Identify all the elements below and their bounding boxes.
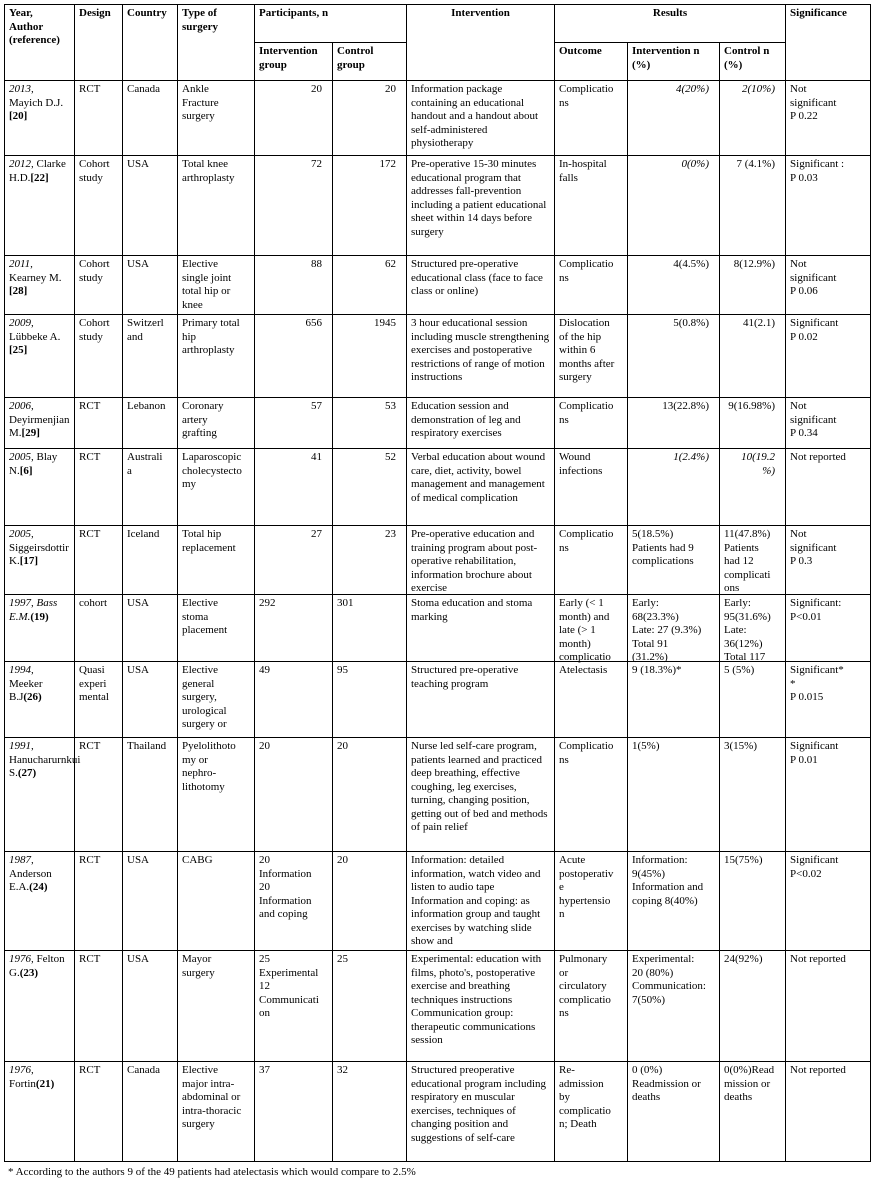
cell-year-author — [5, 256, 75, 315]
cell-intervention-n: 57 — [255, 398, 333, 449]
cell-design: cohort — [75, 595, 123, 662]
cell-significance: Not significant P 0.34 — [786, 398, 871, 449]
cell-intervention-result: 9 (18.3%)* — [628, 662, 720, 738]
cell-intervention-result: 13(22.8%) — [628, 398, 720, 449]
study-author: Fortin — [9, 1077, 36, 1090]
header-surgery: Type of surgery — [178, 5, 255, 81]
cell-year-author — [5, 526, 75, 595]
cell-intervention-result: 4(20%) — [628, 81, 720, 156]
table-row — [5, 156, 871, 256]
cell-control-n: 95 — [333, 662, 407, 738]
study-author: Siggeirsdottir K. — [9, 541, 69, 567]
cell-intervention-result: 1(5%) — [628, 738, 720, 852]
header-control-n: Control n (%) — [720, 43, 786, 81]
cell-design: RCT — [75, 951, 123, 1062]
study-year: 2005, — [9, 451, 34, 463]
cell-outcome: Acute postoperativ e hypertensio n — [555, 852, 628, 951]
cell-intervention-result: 1(2.4%) — [628, 449, 720, 526]
cell-intervention: 3 hour educational session including muscle strengthening exercises and postoperative restrictions of range of motion instructions — [407, 315, 555, 398]
cell-outcome: Atelectasis — [555, 662, 628, 738]
study-year: 1976, — [9, 953, 34, 965]
cell-outcome: In-hospital falls — [555, 156, 628, 256]
cell-control-n: 20 — [333, 81, 407, 156]
cell-country: USA — [123, 951, 178, 1062]
cell-significance: Significant* * P 0.015 — [786, 662, 871, 738]
cell-surgery: Total hip replacement — [178, 526, 255, 595]
header-intervention-group: Intervention group — [255, 43, 333, 81]
cell-surgery: Elective major intra- abdominal or intra-thoracic surgery — [178, 1062, 255, 1162]
study-reference: (26) — [23, 691, 42, 703]
cell-intervention-n: 88 — [255, 256, 333, 315]
cell-surgery: Laparoscopic cholecystecto my — [178, 449, 255, 526]
cell-control-result: 5 (5%) — [720, 662, 786, 738]
study-author: Bass E.M. — [9, 597, 58, 623]
cell-intervention-result: 5(18.5%) Patients had 9 complications — [628, 526, 720, 595]
cell-design: Quasi experi mental — [75, 662, 123, 738]
cell-control-result: 9(16.98%) — [720, 398, 786, 449]
cell-outcome: Early (< 1 month) and late (> 1 month) complicatio — [555, 595, 628, 662]
cell-surgery: CABG — [178, 852, 255, 951]
cell-surgery: Coronary artery grafting — [178, 398, 255, 449]
header-significance: Significance — [786, 5, 871, 81]
table-row — [5, 738, 871, 852]
cell-design: RCT — [75, 738, 123, 852]
cell-intervention-n: 20 — [255, 81, 333, 156]
cell-significance: Not reported — [786, 449, 871, 526]
cell-design: Cohort study — [75, 156, 123, 256]
cell-surgery: Ankle Fracture surgery — [178, 81, 255, 156]
study-reference: [6] — [19, 464, 33, 477]
study-year: 1976, — [9, 1064, 34, 1076]
cell-intervention-n: 72 — [255, 156, 333, 256]
cell-surgery: Mayor surgery — [178, 951, 255, 1062]
cell-intervention: Education session and demonstration of leg and respiratory exercises — [407, 398, 555, 449]
cell-outcome: Complicatio ns — [555, 398, 628, 449]
cell-design: RCT — [75, 398, 123, 449]
cell-control-n: 301 — [333, 595, 407, 662]
study-author: Deyirmenjian M. — [9, 413, 70, 439]
cell-control-result: 7 (4.1%) — [720, 156, 786, 256]
study-author: Meeker B.J — [9, 677, 43, 703]
cell-intervention: Verbal education about wound care, diet, activity, bowel management and management of medical complication — [407, 449, 555, 526]
cell-design: RCT — [75, 449, 123, 526]
study-reference: [20] — [9, 110, 28, 122]
cell-intervention: Pre-operative 15-30 minutes educational program that addresses fall-prevention including a patient educational sheet within 14 days before surgery — [407, 156, 555, 256]
cell-intervention: Pre-operative education and training program about post-operative rehabilitation, information brochure about exercise — [407, 526, 555, 595]
cell-year-author — [5, 738, 81, 852]
cell-significance: Significant P 0.02 — [786, 315, 871, 398]
cell-intervention-n: 49 — [255, 662, 333, 738]
cell-control-n: 172 — [333, 156, 407, 256]
table-row — [5, 81, 871, 156]
cell-country: USA — [123, 595, 178, 662]
cell-outcome: Pulmonary or circulatory complicatio ns — [555, 951, 628, 1062]
cell-intervention: Structured preoperative educational program including respiratory en muscular exercises, techniques of changing position and suggestions of self-care — [407, 1062, 555, 1162]
cell-country: USA — [123, 852, 178, 951]
cell-significance: Significant P<0.02 — [786, 852, 871, 951]
cell-country: Australi a — [123, 449, 178, 526]
cell-significance: Not significant P 0.3 — [786, 526, 871, 595]
table-row — [5, 315, 871, 398]
cell-control-n: 1945 — [333, 315, 407, 398]
cell-control-n: 20 — [333, 738, 407, 852]
cell-control-n: 25 — [333, 951, 407, 1062]
cell-control-result: Early: 95(31.6%) Late: 36(12%) Total 117 — [720, 595, 786, 662]
cell-intervention-n: 25 Experimental 12 Communicati on — [255, 951, 333, 1062]
header-outcome: Outcome — [555, 43, 628, 81]
study-year: 2006, — [9, 400, 34, 412]
study-year: 2013, — [9, 83, 34, 95]
study-year: 2012, — [9, 158, 34, 170]
cell-control-n: 52 — [333, 449, 407, 526]
cell-control-result: 3(15%) — [720, 738, 786, 852]
cell-design: RCT — [75, 1062, 123, 1162]
cell-significance: Not reported — [786, 951, 871, 1062]
study-author: Kearney M. — [9, 271, 62, 284]
cell-control-n: 20 — [333, 852, 407, 951]
study-reference: [25] — [9, 344, 28, 356]
cell-outcome: Complicatio ns — [555, 526, 628, 595]
cell-control-n: 53 — [333, 398, 407, 449]
cell-intervention: Information package containing an educational handout and a handout about self-administered physiotherapy — [407, 81, 555, 156]
cell-country: USA — [123, 256, 178, 315]
study-author: Lübbeke A. — [9, 330, 61, 343]
study-year: 1994, — [9, 664, 34, 676]
cell-design: RCT — [75, 852, 123, 951]
cell-significance: Not significant P 0.22 — [786, 81, 871, 156]
study-reference: (23) — [19, 966, 39, 979]
cell-intervention-n: 656 — [255, 315, 333, 398]
study-year: 1991, — [9, 740, 34, 752]
table-row — [5, 662, 871, 738]
header-results: Results — [555, 5, 786, 43]
cell-outcome: Complicatio ns — [555, 81, 628, 156]
cell-control-result: 0(0%)Read mission or deaths — [720, 1062, 786, 1162]
study-year: 1997, — [9, 597, 34, 609]
cell-outcome: Complicatio ns — [555, 256, 628, 315]
cell-control-result: 8(12.9%) — [720, 256, 786, 315]
cell-intervention-result: Information: 9(45%) Information and coping 8(40%) — [628, 852, 720, 951]
study-author: Hanucharurnkui S. — [9, 753, 81, 779]
cell-surgery: Total knee arthroplasty — [178, 156, 255, 256]
study-year: 2005, — [9, 528, 34, 540]
cell-intervention: Structured pre-operative teaching program — [407, 662, 555, 738]
cell-outcome: Dislocation of the hip within 6 months after surgery — [555, 315, 628, 398]
table-row — [5, 595, 871, 662]
cell-intervention-n: 292 — [255, 595, 333, 662]
cell-intervention-result: 5(0.8%) — [628, 315, 720, 398]
cell-surgery: Primary total hip arthroplasty — [178, 315, 255, 398]
cell-surgery: Elective general surgery, urological surgery or — [178, 662, 255, 738]
study-reference: (24) — [29, 881, 48, 893]
cell-significance: Significant : P 0.03 — [786, 156, 871, 256]
cell-intervention-result: Early: 68(23.3%) Late: 27 (9.3%) Total 91 (31.2%) — [628, 595, 720, 662]
table-row — [5, 1062, 871, 1162]
table-row — [5, 852, 871, 951]
cell-year-author — [5, 662, 75, 738]
table-row — [5, 526, 871, 595]
studies-table — [4, 4, 871, 1162]
cell-country: Switzerl and — [123, 315, 178, 398]
table-footnote: * According to the authors 9 of the 49 patients had atelectasis which would compare to 2.5% — [8, 1166, 416, 1178]
cell-year-author — [5, 81, 75, 156]
cell-surgery: Pyelolithoto my or nephro- lithotomy — [178, 738, 255, 852]
cell-intervention: Nurse led self-care program, patients learned and practiced deep breathing, effective coughing, leg exercises, turning, changing position, getting out of bed and methods of pain relief — [407, 738, 555, 852]
header-design: Design — [75, 5, 123, 81]
study-author: Clarke H.D. — [9, 158, 66, 184]
table-row — [5, 398, 871, 449]
header-year-author: Year, Author (reference) — [5, 5, 75, 81]
cell-design: RCT — [75, 81, 123, 156]
cell-design: Cohort study — [75, 315, 123, 398]
header-intervention: Intervention — [407, 5, 555, 81]
study-author: Blay N. — [9, 451, 58, 477]
cell-country: USA — [123, 662, 178, 738]
cell-control-result: 2(10%) — [720, 81, 786, 156]
study-year: 2009, — [9, 317, 34, 329]
cell-intervention-n: 20 — [255, 738, 333, 852]
cell-surgery: Elective single joint total hip or knee — [178, 256, 255, 315]
table-row — [5, 951, 871, 1062]
table-row — [5, 449, 871, 526]
cell-year-author — [5, 852, 75, 951]
cell-intervention: Structured pre-operative educational class (face to face class or online) — [407, 256, 555, 315]
cell-year-author — [5, 398, 75, 449]
study-year: 1987, — [9, 854, 34, 866]
header-country: Country — [123, 5, 178, 81]
cell-intervention-result: 0(0%) — [628, 156, 720, 256]
study-reference: [28] — [9, 285, 28, 297]
cell-intervention-result: 4(4.5%) — [628, 256, 720, 315]
cell-year-author — [5, 315, 75, 398]
cell-control-result: 41(2.1) — [720, 315, 786, 398]
cell-intervention-result: Experimental: 20 (80%) Communication: 7(50%) — [628, 951, 720, 1062]
study-reference: [17] — [19, 555, 39, 567]
cell-country: Lebanon — [123, 398, 178, 449]
cell-design: RCT — [75, 526, 123, 595]
header-participants: Participants, n — [255, 5, 407, 43]
cell-control-result: 11(47.8%) Patients had 12 complicati ons — [720, 526, 786, 595]
cell-control-result: 15(75%) — [720, 852, 786, 951]
cell-country: Canada — [123, 81, 178, 156]
header-intervention-n: Intervention n (%) — [628, 43, 720, 81]
cell-intervention: Stoma education and stoma marking — [407, 595, 555, 662]
cell-outcome: Complicatio ns — [555, 738, 628, 852]
study-author: Mayich D.J. — [9, 96, 64, 109]
cell-year-author — [5, 1062, 75, 1162]
cell-significance: Significant P 0.01 — [786, 738, 871, 852]
cell-intervention-n: 37 — [255, 1062, 333, 1162]
cell-country: Thailand — [123, 738, 178, 852]
cell-year-author — [5, 449, 75, 526]
header-control-group: Control group — [333, 43, 407, 81]
cell-significance: Not reported — [786, 1062, 871, 1162]
cell-country: Iceland — [123, 526, 178, 595]
cell-country: USA — [123, 156, 178, 256]
cell-control-n: 23 — [333, 526, 407, 595]
cell-intervention-n: 41 — [255, 449, 333, 526]
cell-year-author — [5, 156, 75, 256]
study-author: Felton G. — [9, 953, 65, 979]
cell-intervention: Experimental: education with films, photo's, postoperative exercise and breathing techniques instructions Communication group: therapeutic communications session — [407, 951, 555, 1062]
cell-design: Cohort study — [75, 256, 123, 315]
cell-intervention-n: 27 — [255, 526, 333, 595]
study-author: Anderson E.A. — [9, 867, 52, 893]
cell-significance: Significant: P<0.01 — [786, 595, 871, 662]
cell-control-result: 10(19.2 %) — [720, 449, 786, 526]
cell-outcome: Wound infections — [555, 449, 628, 526]
cell-year-author — [5, 595, 75, 662]
study-reference: [22] — [30, 171, 49, 184]
cell-country: Canada — [123, 1062, 178, 1162]
study-reference: (21) — [35, 1077, 55, 1090]
study-reference: [29] — [21, 427, 40, 439]
cell-intervention: Information: detailed information, watch video and listen to audio tape Information and coping: as information group and taught exercises by watching slide show and — [407, 852, 555, 951]
cell-control-n: 32 — [333, 1062, 407, 1162]
study-reference: (27) — [17, 767, 37, 779]
cell-intervention-n: 20 Information 20 Information and coping — [255, 852, 333, 951]
table-row — [5, 256, 871, 315]
cell-year-author — [5, 951, 75, 1062]
cell-control-n: 62 — [333, 256, 407, 315]
cell-control-result: 24(92%) — [720, 951, 786, 1062]
cell-outcome: Re- admission by complicatio n; Death — [555, 1062, 628, 1162]
study-year: 2011, — [9, 258, 33, 270]
study-reference: (19) — [30, 610, 49, 623]
cell-intervention-result: 0 (0%) Readmission or deaths — [628, 1062, 720, 1162]
cell-significance: Not significant P 0.06 — [786, 256, 871, 315]
cell-surgery: Elective stoma placement — [178, 595, 255, 662]
